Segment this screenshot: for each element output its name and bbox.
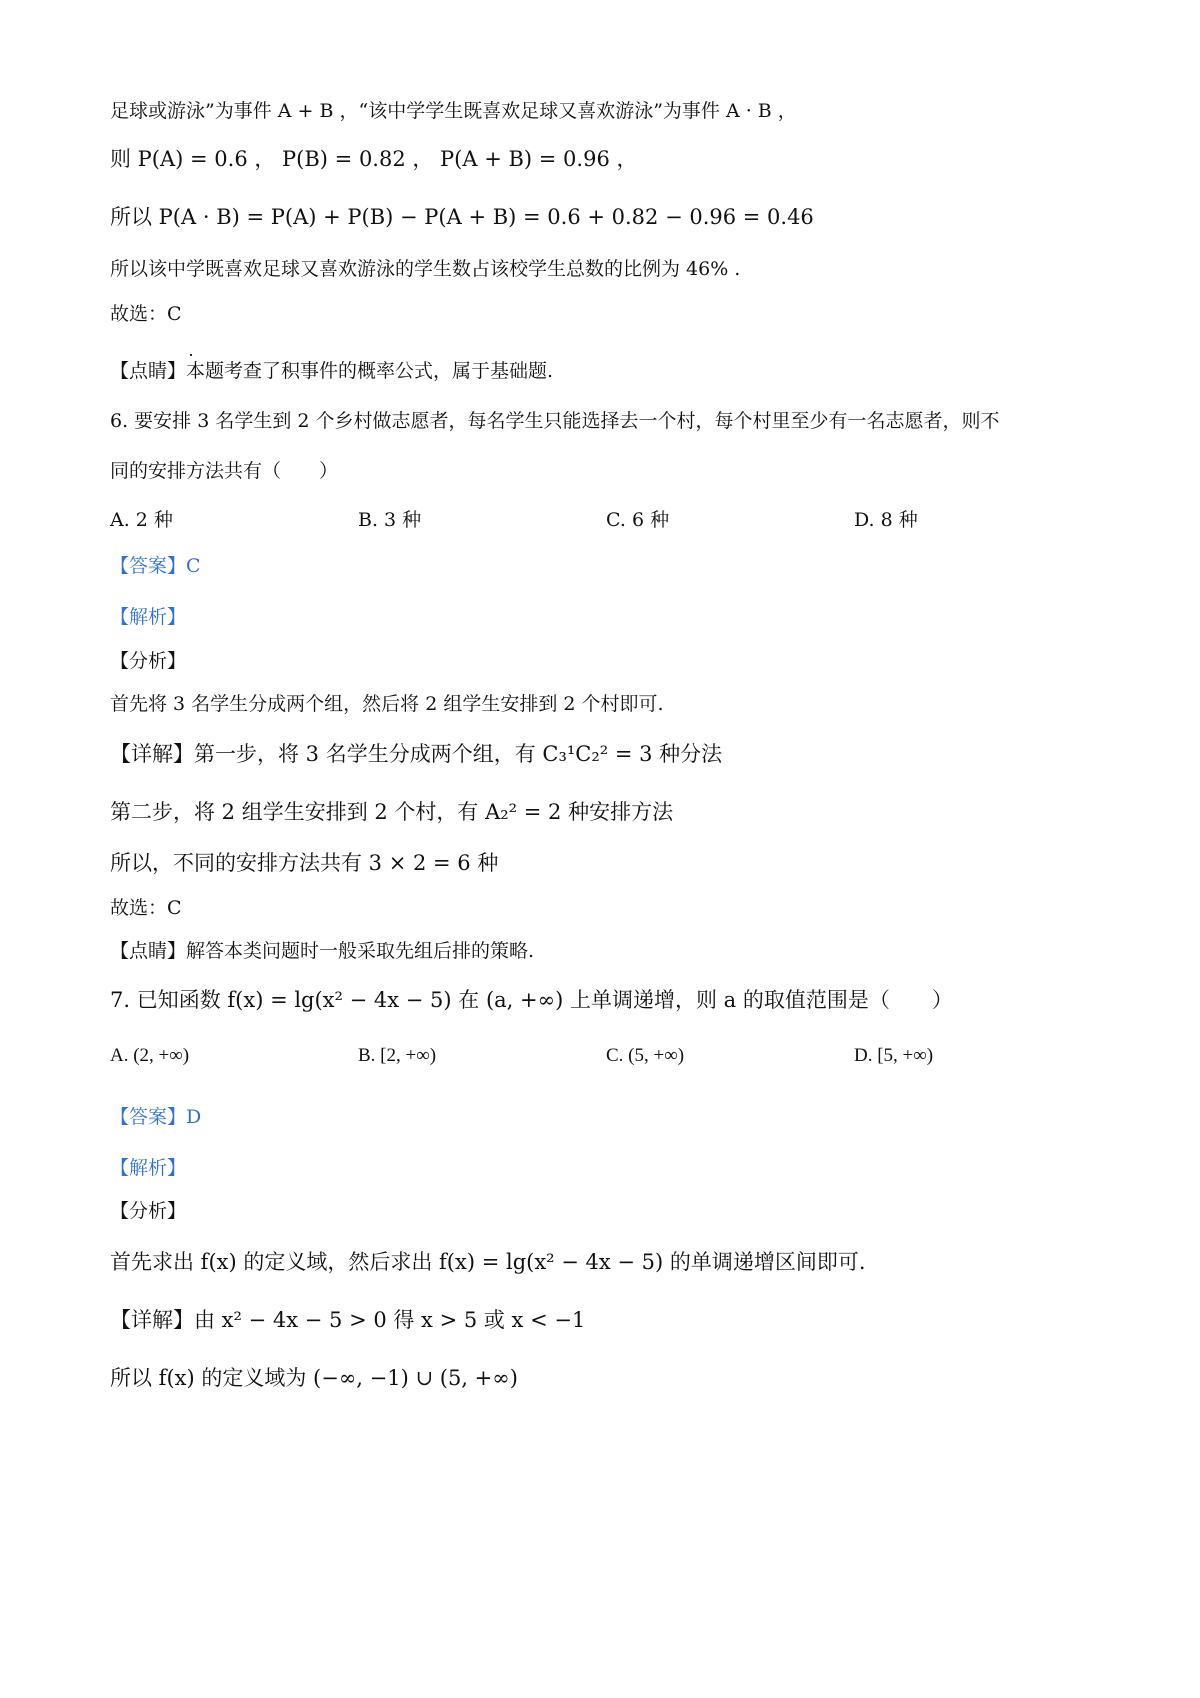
analysis-label-6: 【解析】 bbox=[110, 606, 187, 628]
text-line: 足球或游泳”为事件 A + B ，“该中学学生既喜欢足球又喜欢游泳”为事件 A · B ， bbox=[110, 100, 797, 122]
comment-line: 【点睛】本题考查了积事件的概率公式，属于基础题. bbox=[110, 360, 554, 382]
probability-formula: 所以 P(A · B) = P(A) + P(B) − P(A + B) = 0.6 + 0.82 − 0.96 = 0.46 bbox=[110, 205, 814, 229]
question-6-option-b: B. 3 种 bbox=[358, 509, 422, 531]
comment-line-6: 【点睛】解答本类问题时一般采取先组后排的策略. bbox=[110, 940, 535, 962]
choice-line-6: 故选：C bbox=[110, 897, 182, 919]
detail-step-7-2: 所以 f(x) 的定义域为 (−∞, −1) ∪ (5, +∞) bbox=[110, 1366, 518, 1390]
stray-dot bbox=[190, 354, 192, 356]
analysis-label-7: 【解析】 bbox=[110, 1157, 187, 1179]
probability-values: 则 P(A) = 0.6 ， P(B) = 0.82 ， P(A + B) = 0.96 ， bbox=[110, 147, 638, 171]
analysis-text-7: 首先求出 f(x) 的定义域，然后求出 f(x) = lg(x² − 4x − 5) 的单调递增区间即可. bbox=[110, 1250, 866, 1274]
question-6-line-1: 6. 要安排 3 名学生到 2 个乡村做志愿者，每名学生只能选择去一个村，每个村里至少有一名志愿者，则不 bbox=[110, 410, 1000, 432]
question-6-option-d: D. 8 种 bbox=[854, 509, 918, 531]
question-7: 7. 已知函数 f(x) = lg(x² − 4x − 5) 在 (a, +∞) 上单调递增，则 a 的取值范围是（ ） bbox=[110, 988, 953, 1012]
analysis-text-6: 首先将 3 名学生分成两个组，然后将 2 组学生安排到 2 个村即可. bbox=[110, 693, 664, 715]
analysis-heading-7: 【分析】 bbox=[110, 1200, 187, 1222]
question-7-option-a: A. (2, +∞) bbox=[110, 1045, 190, 1066]
question-7-option-d: D. [5, +∞) bbox=[854, 1045, 934, 1066]
question-6-line-2: 同的安排方法共有（ ） bbox=[110, 460, 339, 482]
detail-step-1: 【详解】第一步，将 3 名学生分成两个组，有 C₃¹C₂² = 3 种分法 bbox=[110, 742, 723, 766]
question-7-option-b: B. [2, +∞) bbox=[358, 1045, 437, 1066]
question-6-option-c: C. 6 种 bbox=[606, 509, 670, 531]
answer-label-7: 【答案】D bbox=[110, 1106, 202, 1128]
question-7-option-c: C. (5, +∞) bbox=[606, 1045, 685, 1066]
text-line: 所以该中学既喜欢足球又喜欢游泳的学生数占该校学生总数的比例为 46% . bbox=[110, 258, 741, 280]
question-6-option-a: A. 2 种 bbox=[110, 509, 173, 531]
detail-step-2: 第二步，将 2 组学生安排到 2 个村，有 A₂² = 2 种安排方法 bbox=[110, 800, 674, 824]
answer-label-6: 【答案】C bbox=[110, 555, 201, 577]
detail-step-7-1: 【详解】由 x² − 4x − 5 > 0 得 x > 5 或 x < −1 bbox=[110, 1308, 586, 1332]
choice-line: 故选：C bbox=[110, 303, 182, 325]
analysis-heading-6: 【分析】 bbox=[110, 650, 187, 672]
detail-result: 所以，不同的安排方法共有 3 × 2 = 6 种 bbox=[110, 851, 499, 875]
